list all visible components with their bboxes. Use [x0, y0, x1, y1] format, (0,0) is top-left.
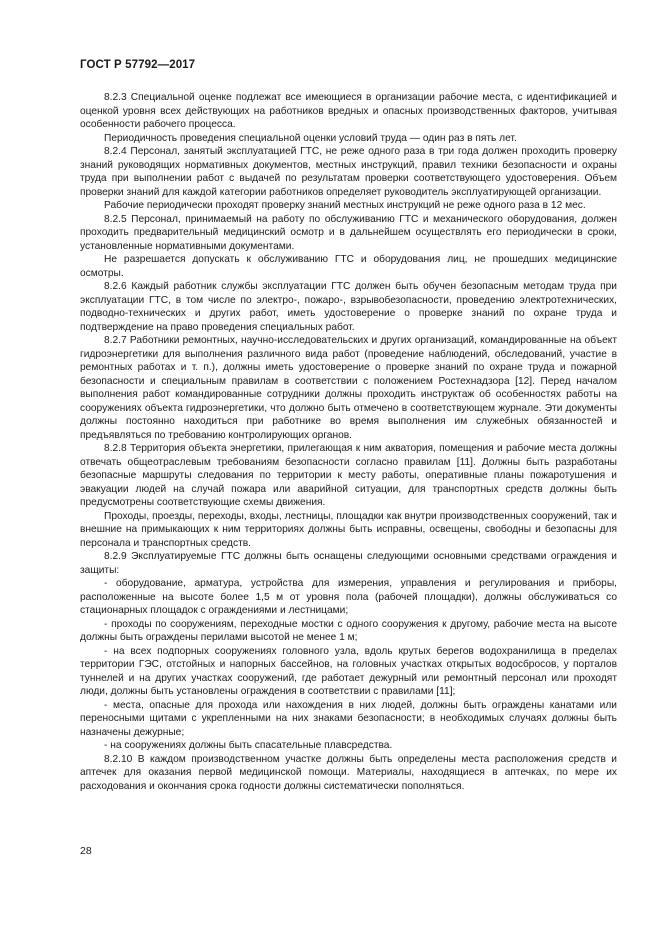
list-item: - места, опасные для прохода или нахождения в них людей, должны быть ограждены канатами или переносными щитами с укрепленными на них знаками безопасности; в необходимых случаях должны быть назначены дежурные; [80, 699, 617, 738]
paragraph-8-2-5: 8.2.5 Персонал, принимаемый на работу по обслуживанию ГТС и механического оборудования, должен проходить предварительный медицинский осмотр и в дальнейшем осуществлять его периодически в сроки, установленные нормативными документами. [80, 213, 617, 252]
paragraph-8-2-4: 8.2.4 Персонал, занятый эксплуатацией ГТС, не реже одного раза в три года должен проходить проверку знаний руководящих нормативных документов, местных инструкций, правил техники безопасности и охраны труда при выполнении работ с выдачей по результатам проверки соответствующего удостоверения. Объем проверки знаний для каждой категории работников определяет руководитель эксплуатирующей организации. [80, 146, 617, 198]
paragraph-8-2-7: 8.2.7 Работники ремонтных, научно-исследовательских и других организаций, командированные на объект гидроэнергетики для выполнения различного вида работ (проведение наблюдений, обследований, участие в ремонтных работах и т. п.), должны иметь удостоверение о проверке знаний по охране труда и пожарной безопасности и специальным правилам в соответствии с положением Ростехнадзора [12]. Перед началом выполнения работ командированные сотрудники должны проходить инструктаж об особенностях работы на сооружениях объекта гидроэнергетики, что должно быть отмечено в соответствующем журнале. Эти документы должны постоянно находиться при работнике во время выполнения им служебных обязанностей и предъявляться по требованию контролирующих органов. [80, 335, 617, 441]
paragraph-8-2-10: 8.2.10 В каждом производственном участке должны быть определены места расположения средств и аптечек для оказания первой медицинской помощи. Материалы, находящиеся в аптечках, по мере их расходования и окончания срока годности должны систематически пополняться. [80, 753, 617, 792]
list-item: - проходы по сооружениям, переходные мостки с одного сооружения к другому, рабочие места на высоте должны быть ограждены перилами высотой не менее 1 м; [80, 618, 617, 643]
document-body [80, 91, 617, 793]
list-item: - на всех подпорных сооружениях головного узла, вдоль крутых берегов водохранилища в пределах территории ГЭС, отстойных и напорных бассейнов, на головных участках открытых водосбросов, у порталов туннелей и на других участках сооружений, где работает дежурный или ремонтный персонал или проходят люди, должны быть установлены ограждения в соответствии с правилами [11]; [80, 645, 617, 697]
paragraph: Проходы, проезды, переходы, входы, лестницы, площадки как внутри производственных сооружений, так и внешние на примыкающих к ним территориях должны быть исправны, освещены, свободны и безопасны для персонала и транспортных средств. [80, 510, 617, 549]
paragraph: Периодичность проведения специальной оценки условий труда — один раз в пять лет. [104, 132, 517, 144]
list-item: - на сооружениях должны быть спасательные плавсредства. [104, 740, 393, 751]
paragraph-8-2-8: 8.2.8 Территория объекта энергетики, прилегающая к ним акватория, помещения и рабочие места должны отвечать общеотраслевым требованиям безопасности согласно правилам [11]. Должны быть разработаны безопасные маршруты следования по территории к месту работы, оперативные планы пожаротушения и эвакуации людей на случай пожара или аварийной ситуации, для транспортных средств должны быть предусмотрены соответствующие схемы движения. [80, 443, 617, 508]
paragraph: Не разрешается допускать к обслуживанию ГТС и оборудования лиц, не прошедших медицинские осмотры. [80, 254, 617, 279]
list-item: - оборудование, арматура, устройства для измерения, управления и регулирования и приборы, расположенные на высоте более 1,5 м от уровня пола (рабочей площадки), должны обслуживаться со стационарных площадок с ограждениями и лестницами; [80, 578, 617, 616]
paragraph-8-2-9: 8.2.9 Эксплуатируемые ГТС должны быть оснащены следующими основными средствами ограждения и защиты: [80, 551, 617, 576]
paragraph-8-2-6: 8.2.6 Каждый работник службы эксплуатации ГТС должен быть обучен безопасным методам труда при эксплуатации ГТС, в том числе по электро-, пожаро-, взрывобезопасности, проведению электротехнических, подводно-технических и других работ, иметь удостоверение о проверке знаний по охране труда и подтверждение на право проведения специальных работ. [80, 281, 617, 333]
paragraph-8-2-3: 8.2.3 Специальной оценке подлежат все имеющиеся в организации рабочие места, с идентификацией и оценкой уровня всех действующих на работников вредных и опасных производственных факторов, учитывая особенности рабочего процесса. [80, 92, 617, 130]
page-number: 28 [80, 845, 92, 857]
paragraph: Рабочие периодически проходят проверку знаний местных инструкций не реже одного раза в 12 мес. [104, 200, 586, 211]
document-header: ГОСТ Р 57792—2017 [80, 59, 196, 71]
